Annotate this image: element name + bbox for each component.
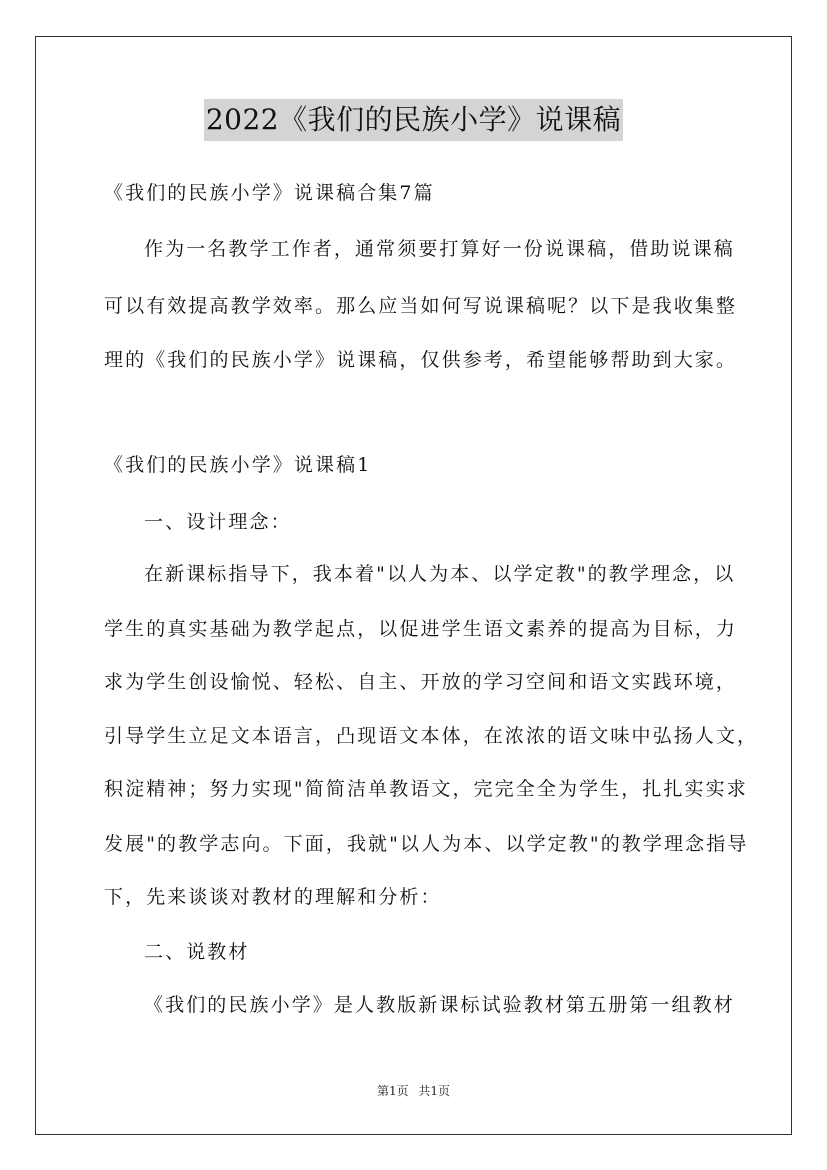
paragraph-line: 《我们的民族小学》是人教版新课标试验教材第五册第一组教材 (144, 994, 735, 1016)
page-number: 第1页 (376, 1084, 409, 1098)
paragraph-line: 下，先来谈谈对教材的理解和分析： (104, 886, 442, 908)
title-container (0, 99, 827, 141)
subtitle-line: 《我们的民族小学》说课稿合集7篇 (104, 182, 435, 204)
page-total: 共1页 (418, 1084, 451, 1098)
paragraph-line: 理的《我们的民族小学》说课稿，仅供参考，希望能够帮助到大家。 (104, 349, 738, 371)
paragraph-line: 学生的真实基础为教学起点，以促进学生语文素养的提高为目标，力 (104, 618, 738, 640)
document-title: 2022《我们的民族小学》说课稿 (204, 99, 623, 141)
paragraph-line: 发展"的教学志向。下面，我就"以人为本、以学定教"的教学理念指导 (104, 833, 749, 855)
paragraph-line: 积淀精神；努力实现"简简洁单教语文，完完全全为学生，扎扎实实求 (104, 778, 748, 800)
subsection-heading: 一、设计理念： (144, 511, 292, 533)
section-heading: 《我们的民族小学》说课稿1 (104, 454, 372, 476)
paragraph-line: 可以有效提高教学效率。那么应当如何写说课稿呢？以下是我收集整 (104, 295, 738, 317)
paragraph-line: 引导学生立足文本语言，凸现语文本体，在浓浓的语文味中弘扬人文， (104, 725, 759, 747)
paragraph-line: 在新课标指导下，我本着"以人为本、以学定教"的教学理念，以 (144, 563, 736, 585)
paragraph-line: 作为一名教学工作者，通常须要打算好一份说课稿，借助说课稿 (144, 238, 735, 260)
paragraph-line: 求为学生创设愉悦、轻松、自主、开放的学习空间和语文实践环境， (104, 671, 738, 693)
subsection-heading: 二、说教材 (144, 941, 250, 963)
page-footer (0, 1083, 827, 1099)
